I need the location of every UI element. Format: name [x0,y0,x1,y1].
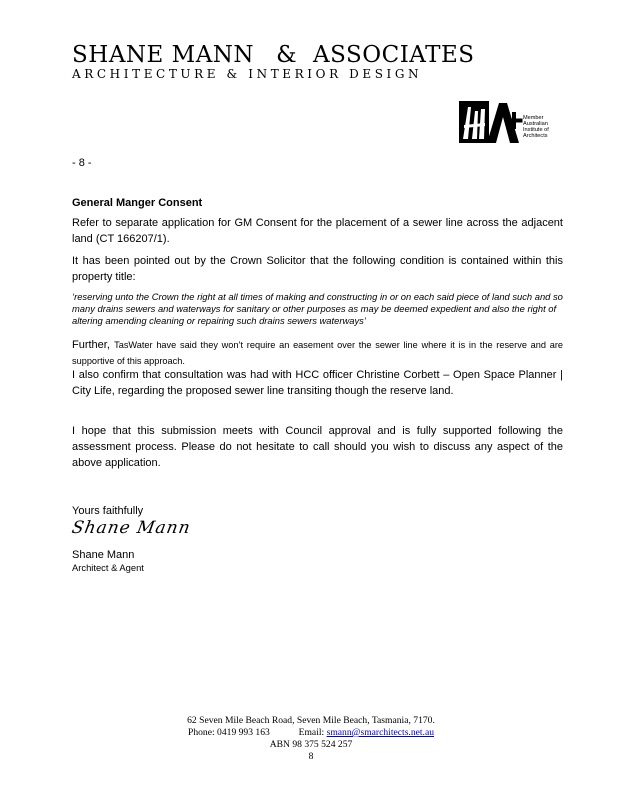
firm-name [72,42,475,68]
firm-subtitle: ARCHITECTURE & INTERIOR DESIGN [72,67,423,81]
section-heading: General Manger Consent [72,197,203,209]
salutation: Yours faithfully [72,505,144,517]
firm-name-ampersand: & [276,42,298,68]
australian-institute-of-architects-logo [459,99,571,145]
logo-caption-line-1: Member [523,115,544,121]
logo-caption-line-3: Institute of [523,127,549,133]
logo-caption-line-4: Architects [523,133,548,139]
signatory-title: Architect & Agent [72,562,144,573]
paragraph-taswater [72,337,563,369]
paragraph-crown-solicitor: It has been pointed out by the Crown Solicitor that the following condition is contained within this property title: [72,255,563,283]
title-condition-quote: ‘reserving unto the Crown the right at all times of making and constructing in or on each said piece of land such and so many drains sewers and waterways for sanitary or other purposes as may be deemed expedient and also the right of altering amending cleaning or repairing such drains sewers waterways’ [72,291,563,326]
signature: Shane Mann [70,518,193,538]
footer-page-number: 8 [308,751,314,762]
page-marker: - 8 - [72,157,92,169]
paragraph-gm-consent: Refer to separate application for GM Consent for the placement of a sewer line across the adjacent land (CT 166207/1). [72,217,563,245]
footer-address: 62 Seven Mile Beach Road, Seven Mile Beach, Tasmania, 7170. [187,715,435,726]
footer-contact [0,727,622,738]
footer-email-link[interactable]: smann@smarchitects.net.au [326,727,434,738]
signatory-name: Shane Mann [72,549,135,561]
footer-phone: Phone: 0419 993 163 [188,727,270,738]
footer-email-label: Email: [298,727,325,738]
paragraph-taswater-text: TasWater have said they won’t require an easement over the sewer line where it is in the reserve and are supportive of this approach. [72,340,563,366]
paragraph-taswater-lead: Further, [72,339,110,351]
paragraph-consultation: I also confirm that consultation was had with HCC officer Christine Corbett – Open Space Planner | City Life, regarding the proposed sewer line transiting though the reserve land. [72,369,563,397]
logo-caption-line-2: Australian [523,121,548,127]
footer-abn: ABN 98 375 524 257 [269,739,353,750]
firm-name-first: SHANE MANN [72,42,255,68]
paragraph-closing-request: I hope that this submission meets with Council approval and is fully supported following the assessment process. Please do not hesitate to call should you wish to discuss any aspect of the above application. [72,425,563,469]
firm-name-second: ASSOCIATES [313,42,475,68]
